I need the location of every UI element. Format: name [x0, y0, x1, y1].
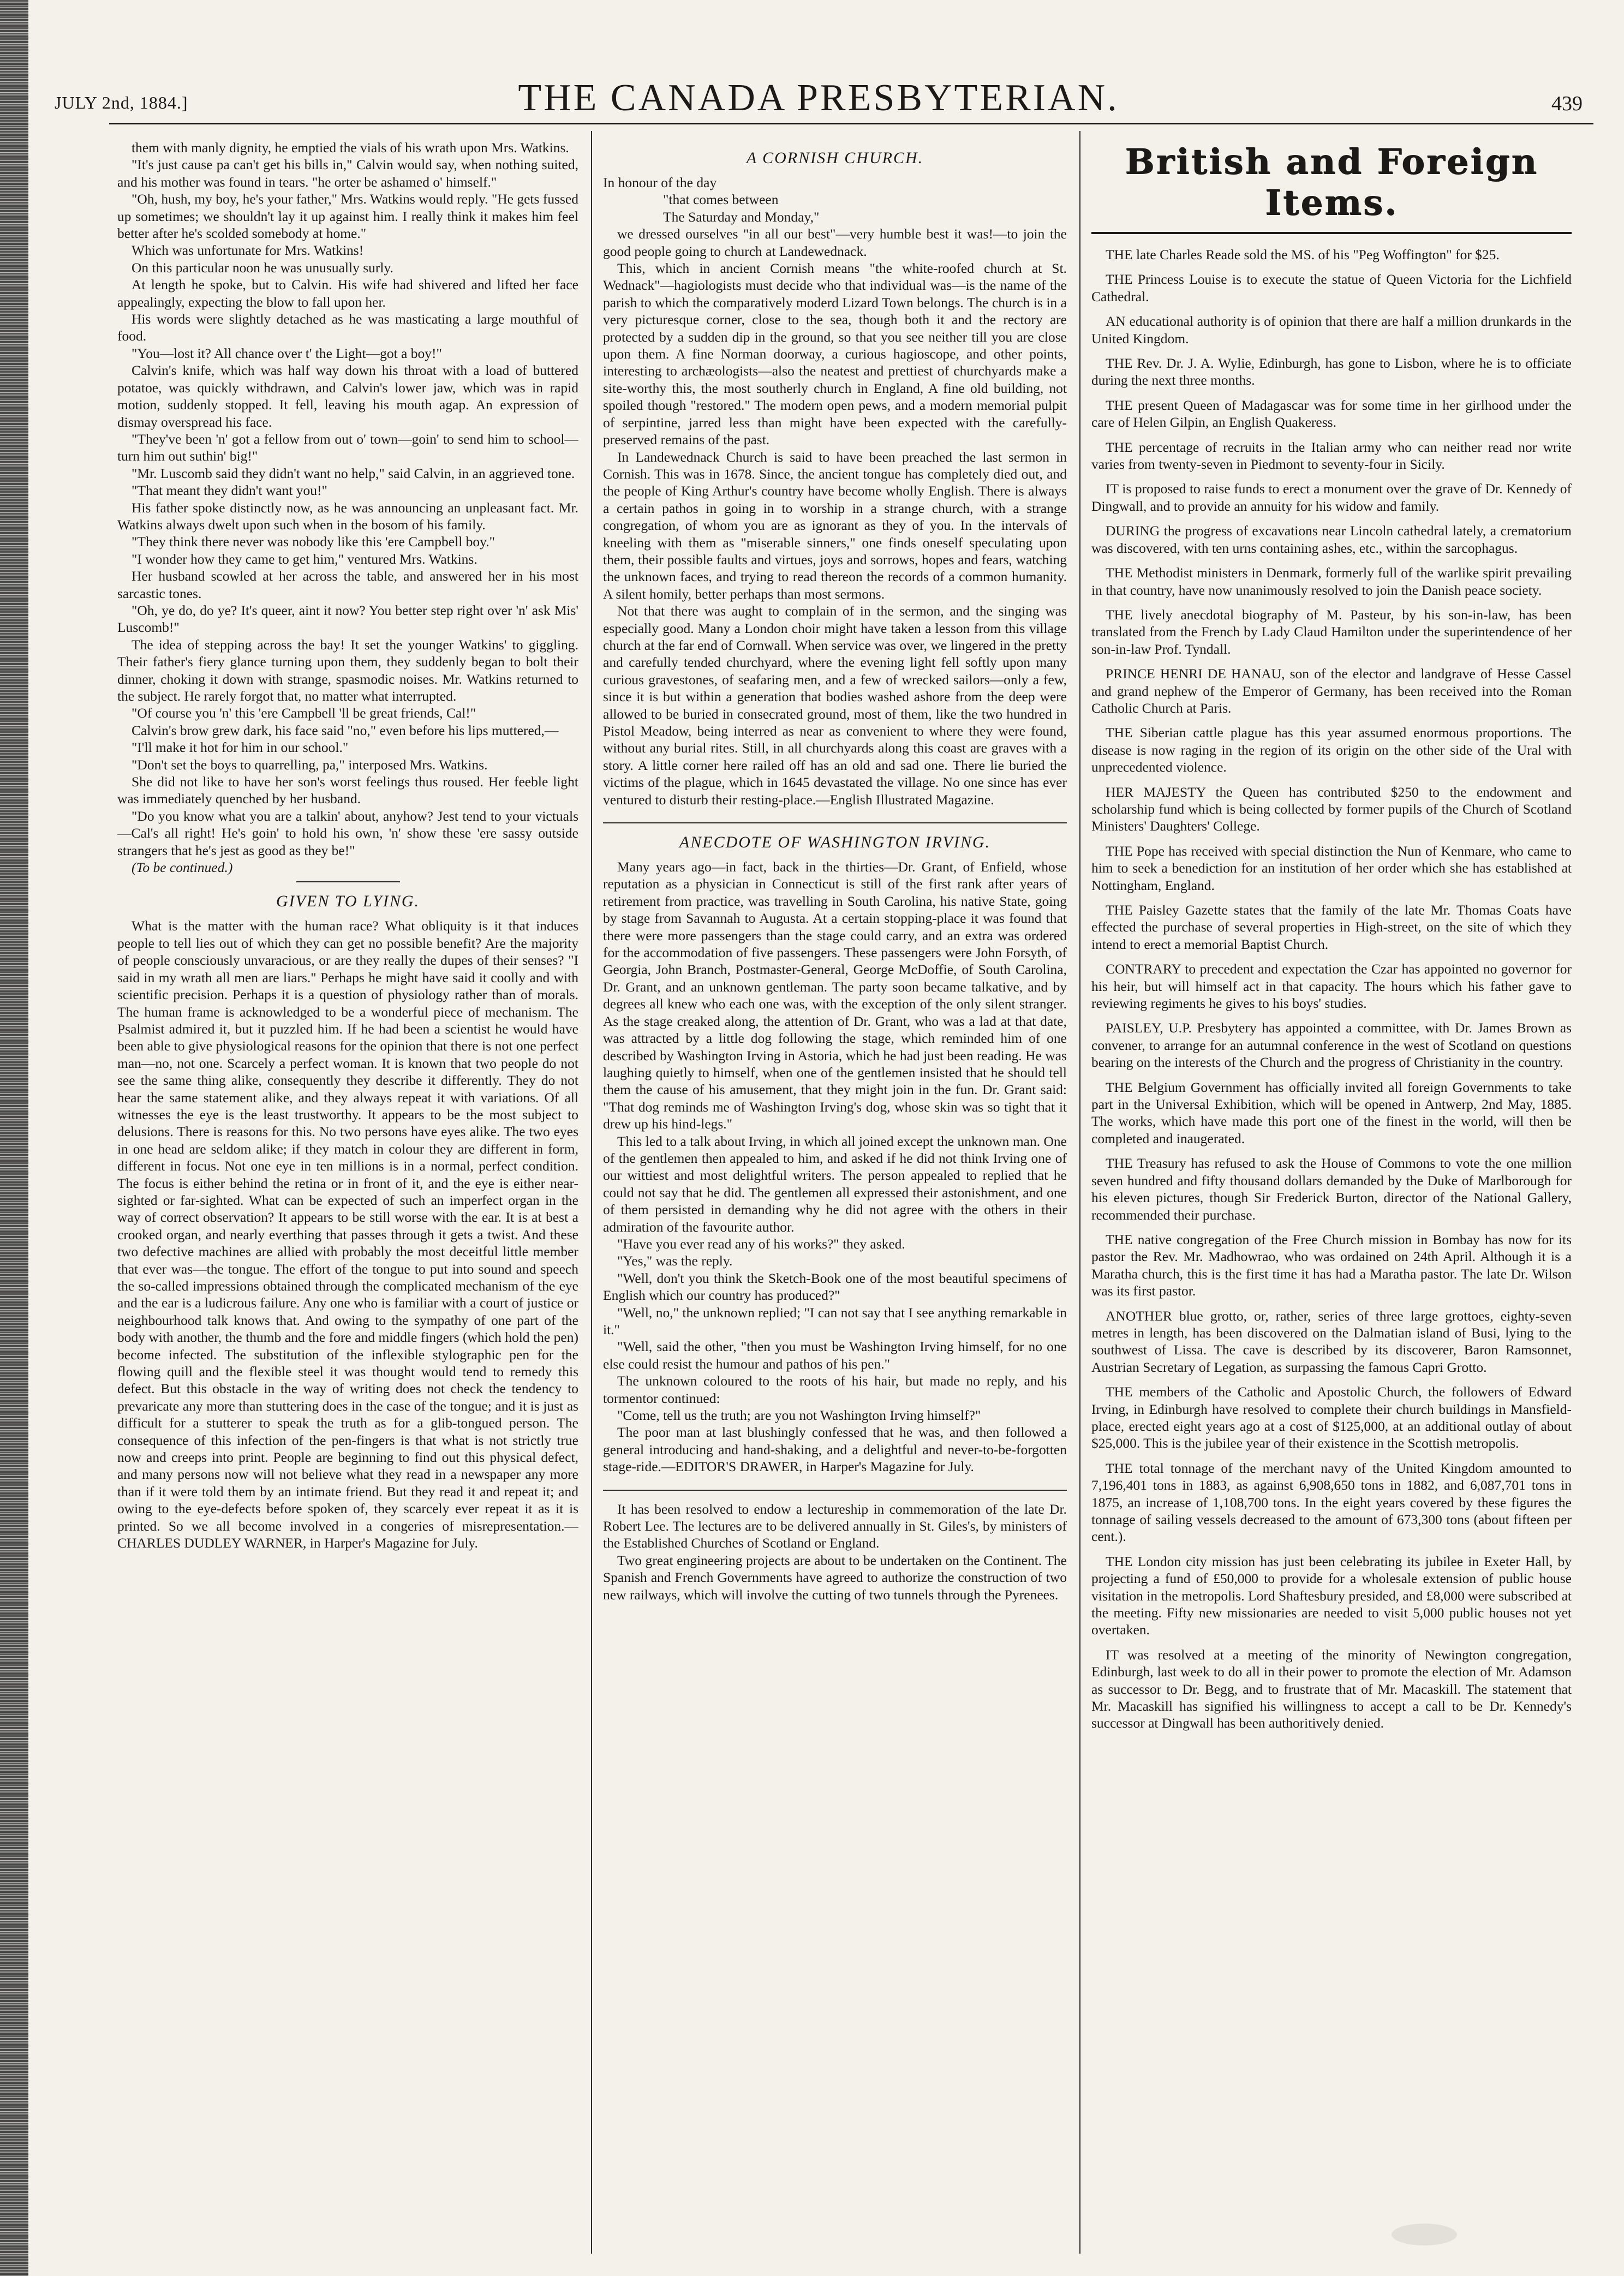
ink-smudge: [1392, 2224, 1457, 2245]
paragraph: On this particular noon he was unusually surly.: [132, 259, 393, 276]
paragraph: His father spoke distinctly now, as he was announcing an unpleasant fact. Mr. Watkins always dwelt upon such when in the bosom of his family.: [117, 499, 578, 533]
verse-line: The Saturday and Monday,": [663, 208, 820, 225]
paragraph: THE Belgium Government has officially invited all foreign Governments to take part in the Universal Exhibition, which will be opened in Antwerp, 2nd May, 1885. The works, which have made this port one of the finest in the world, will then be completed and inaugerated.: [1091, 1079, 1572, 1146]
paragraph: THE Rev. Dr. J. A. Wylie, Edinburgh, has gone to Lisbon, where he is to officiate during the next three months.: [1091, 355, 1572, 389]
paragraph: "I'll make it hot for him in our school.": [132, 739, 349, 756]
paragraph: THE Princess Louise is to execute the statue of Queen Victoria for the Lichfield Cathedral.: [1091, 271, 1572, 304]
paragraph: THE native congregation of the Free Church mission in Bombay has now for its pastor the Rev. Mr. Madhowrao, who was ordained on 24th April. Although it is a Maratha church, this is the first time it has had a Maratha pastor. The late Dr. Wilson was its first pastor.: [1091, 1231, 1572, 1299]
paragraph: PAISLEY, U.P. Presbytery has appointed a committee, with Dr. James Brown as convener, to arrange for an autumnal conference in the west of Scotland on questions bearing on the interests of the Church and the progress of Christianity in the country.: [1091, 1020, 1572, 1071]
paragraph: ANOTHER blue grotto, or, rather, series of three large grottoes, eighty-seven metres in length, has been discovered on the Dalmatian island of Busi, lying to the southwest of Lissa. The cave is described by its discoverer, Baron Ramsonnet, Austrian Secretary of Legation, as surpassing the famous Capri Grotto.: [1091, 1307, 1572, 1375]
verse-line: "that comes between: [663, 192, 779, 208]
paragraph: Her husband scowled at her across the table, and answered her in his most sarcastic tones.: [117, 568, 578, 601]
scan-binding-edge: [0, 0, 28, 2276]
paragraph: THE lively anecdotal biography of M. Pasteur, by his son-in-law, has been translated from the French by Lady Claud Hamilton under the superintendence of her son-in-law Prof. Tyndall.: [1091, 606, 1572, 657]
paragraph: PRINCE HENRI DE HANAU, son of the elector and landgrave of Hesse Cassel and grand nephew of the Emperor of Germany, has been received into the Roman Catholic Church at Paris.: [1091, 666, 1572, 716]
column-3: [1091, 139, 1572, 2256]
paragraph: "Mr. Luscomb said they didn't want no help," said Calvin, in an aggrieved tone.: [132, 465, 575, 481]
paragraph: "Of course you 'n' this 'ere Campbell 'll be great friends, Cal!": [132, 705, 476, 721]
paragraph: Calvin's knife, which was half way down his throat with a load of buttered potatoe, was quickly withdrawn, and Calvin's lower jaw, which was in rapid motion, suddenly stopped. It fell, leaving his mouth agap. An expression of dismay overspread his face.: [117, 362, 578, 430]
paragraph: THE London city mission has just been celebrating its jubilee in Exeter Hall, by projecting a fund of £50,000 to provide for a wholesale extension of public house visitation in the metropolis. Lord Shaftesbury presided, and £8,000 were subscribed at the meeting. Fifty new missionaries are needed to visit 5,000 public houses not yet overtaken.: [1091, 1553, 1572, 1638]
header-rule: [109, 123, 1593, 124]
section-rule: [1091, 232, 1572, 234]
section-rule: [603, 822, 1067, 823]
paragraph: IT is proposed to raise funds to erect a monument over the grave of Dr. Kennedy of Dingwall, and to provide an annuity for his widow and family.: [1091, 481, 1572, 514]
paragraph: DURING the progress of excavations near Lincoln cathedral lately, a crematorium was discovered, with ten urns containing ashes, etc., within the sarcophagus.: [1091, 523, 1572, 556]
article-given-to-lying: [117, 917, 578, 1551]
paragraph: "Have you ever read any of his works?" they asked.: [617, 1235, 905, 1252]
paragraph: "Oh, hush, my boy, he's your father," Mrs. Watkins would reply. "He gets fussed up sometimes; we shouldn't lay it up against him. I really think it makes him feel better after he's scolded somebody at home.": [117, 191, 578, 242]
article-heading-washington-irving: ANECDOTE OF WASHINGTON IRVING.: [679, 833, 991, 852]
paragraph: THE Treasury has refused to ask the House of Commons to vote the one million seven hundred and fifty thousand dollars demanded by the Duke of Marlborough for his eleven pictures, though Sir Frederick Burton, director of the National Gallery, recommended their purchase.: [1091, 1155, 1572, 1223]
paragraph: IT was resolved at a meeting of the minority of Newington congregation, Edinburgh, last week to do all in their power to promote the election of Mr. Adamson as successor to Dr. Begg, and to frustrate that of Mr. Macaskill. The statement that Mr. Macaskill has signified his willingness to accept a call to be Dr. Kennedy's successor at Dingwall has been authoritively denied.: [1091, 1646, 1572, 1731]
paragraph: THE percentage of recruits in the Italian army who can neither read nor write varies from twenty-seven in Piedmont to seventy-four in Sicily.: [1091, 439, 1572, 473]
british-foreign-heading: British and Foreign Items.: [1125, 141, 1538, 223]
paragraph: "You—lost it? All chance over t' the Light—got a boy!": [132, 345, 442, 361]
paragraph: "Well, don't you think the Sketch-Book one of the most beautiful specimens of English which our country has produced?": [603, 1270, 1067, 1304]
page-number: 439: [1551, 92, 1583, 115]
paragraph: THE Methodist ministers in Denmark, formerly full of the warlike spirit prevailing in that country, have now unanimously resolved to join the Danish peace society.: [1091, 565, 1572, 598]
newspaper-title: THE CANADA PRESBYTERIAN.: [518, 77, 1119, 119]
section-rule: [603, 1490, 1067, 1491]
paragraph: The unknown coloured to the roots of his hair, but made no reply, and his tormentor continued:: [603, 1373, 1067, 1406]
masthead: [44, 71, 1593, 120]
paragraph: Not that there was aught to complain of in the sermon, and the singing was especially good. Many a London choir might have taken a lesson from this village church at the far end of Cornwall. When service was over, we lingered in the pretty and carefully tended churchyard, where the evening light fell softly upon many curious gravestones, of seafaring men, and a few of wrecked sailors—only a few, since it is but within a generation that bodies washed ashore from the deep were allowed to be buried in consecrated ground, most of them, like the two hundred in Pistol Meadow, being interred as near as convenient to where they were found, without any burial rites. Still, in all churchyards along this coast are graves with a story. A little corner here railed off has an old and sad one. There lie buried the victims of the plague, which in 1645 devastated the village. No one since has ever ventured to disturb their resting-place.—English Illustrated Magazine.: [603, 603, 1067, 808]
to-be-continued: (To be continued.): [132, 859, 233, 876]
section-rule: [296, 881, 400, 882]
article-heading-cornish-church: A CORNISH CHURCH.: [746, 149, 924, 167]
cornish-intro: In honour of the day: [603, 175, 717, 190]
column-divider: [1079, 131, 1080, 2254]
paragraph: AN educational authority is of opinion that there are half a million drunkards in the United Kingdom.: [1091, 313, 1572, 347]
paragraph: THE Paisley Gazette states that the family of the late Mr. Thomas Coats have effected the purchase of several properties in High-street, on the site of which they intend to erect a memorial Baptist Church.: [1091, 902, 1572, 952]
column-divider: [591, 131, 592, 2254]
paragraph: "Come, tell us the truth; are you not Washington Irving himself?": [617, 1407, 981, 1424]
paragraph: "Do you know what you are a talkin' about, anyhow? Jest tend to your victuals—Cal's all right! He's goin' to hold his own, 'n' show these 'ere sassy outside strangers that he's jest as good as they be!": [117, 808, 578, 858]
paragraph: we dressed ourselves "in all our best"—very humble best it was!—to join the good people going to church at Landewednack.: [603, 226, 1067, 259]
paragraph: "I wonder how they came to get him," ventured Mrs. Watkins.: [132, 551, 477, 567]
news-paragraphs: [603, 1501, 1067, 1603]
news-items-list: [1091, 246, 1572, 1732]
paragraph: "Oh, ye do, do ye? It's queer, aint it now? You better step right over 'n' ask Mis' Luscomb!": [117, 602, 578, 636]
column-1: [117, 139, 578, 2256]
paragraph: "They think there never was nobody like this 'ere Campbell boy.": [132, 534, 495, 550]
paragraph: This led to a talk about Irving, in which all joined except the unknown man. One of the gentlemen then appealed to him, and asked if he did not think Irving one of our wittiest and most delightful writers. The person appealed to replied that he could not say that he did. The gentlemen all expressed their astonishment, and one of them persisted in demanding why he did not agree with the others in their admiration of the favourite author.: [603, 1133, 1067, 1235]
paragraph: The idea of stepping across the bay! It set the younger Watkins' to giggling. Their father's fiery glance turning upon them, they suddenly began to bolt their dinner, choking it down with strange, spasmodic noises. Mr. Watkins returned to the subject. He rarely forgot that, no matter what interrupted.: [117, 636, 578, 704]
paragraph: In Landewednack Church is said to have been preached the last sermon in Cornish. This was in 1678. Since, the ancient tongue has completely died out, and the people of King Arthur's country have become wholly English. There is always a certain pathos in going in to worship in a strange church, with a strange congregation, of whom you are as ignorant as they of you. In the intervals of kneeling with them as "miserable sinners," one finds oneself speculating upon them, their possible faults and virtues, joys and sorrows, hopes and fears, watching the unknown faces, and trying to read thereon the records of a common humanity. A silent homily, better perhaps than most sermons.: [603, 449, 1067, 602]
paragraph: Which was unfortunate for Mrs. Watkins!: [132, 242, 364, 259]
paragraph: THE Pope has received with special distinction the Nun of Kenmare, who came to him to seek a benediction for an institution of her order which she has established at Nottingham, England.: [1091, 843, 1572, 893]
paragraph: THE Siberian cattle plague has this year assumed enormous proportions. The disease is now raging in the region of its origin on the other side of the Ural with unprecedented violence.: [1091, 725, 1572, 775]
story-continuation: [117, 139, 578, 859]
paragraph: "Well, said the other, "then you must be Washington Irving himself, for no one else could resist the humour and pathos of his pen.": [603, 1339, 1067, 1372]
paragraph: them with manly dignity, he emptied the vials of his wrath upon Mrs. Watkins.: [132, 140, 569, 156]
article-cornish-church: [603, 225, 1067, 808]
paragraph: She did not like to have her son's worst feelings thus roused. Her feeble light was immediately quenched by her husband.: [117, 774, 578, 807]
article-washington-irving: [603, 858, 1067, 1475]
paragraph: HER MAJESTY the Queen has contributed $250 to the endowment and scholarship fund which is being collected by former pupils of the Church of Scotland Ministers' Daughters' College.: [1091, 784, 1572, 834]
paragraph: At length he spoke, but to Calvin. His wife had shivered and lifted her face appealingly, expecting the blow to fall upon her.: [117, 277, 578, 310]
paragraph: "Yes," was the reply.: [617, 1253, 733, 1269]
paragraph: CONTRARY to precedent and expectation the Czar has appointed no governor for his heir, but will himself act in that capacity. The hours which his father gave to reviewing regiments he gives to his boys' studies.: [1091, 961, 1572, 1012]
paragraph: It has been resolved to endow a lectureship in commemoration of the late Dr. Robert Lee. The lectures are to be delivered annually in St. Giles's, by ministers of the Established Churches of Scotland or England.: [603, 1501, 1067, 1551]
paragraph: Many years ago—in fact, back in the thirties—Dr. Grant, of Enfield, whose reputation as a physician in Connecticut is still of the first rank after years of retirement from practice, was travelling in South Carolina, his native State, going by stage from Savannah to Augusta. At a certain stopping-place it was found that there were more passengers than the stage could carry, and an extra was ordered for the accommodation of five passengers. These passengers were John Forsyth, of Georgia, John Branch, Postmaster-General, George McDoffie, of South Carolina, Dr. Grant, and an unknown gentleman. The party soon became talkative, and by degrees all knew who each one was, with the exception of the only silent stranger. As the stage creaked along, the attention of Dr. Grant, who was a lad at that date, was attracted by a little dog following the stage, which reminded him of one described by Washington Irving in Astoria, which he had just been reading. He was laughing quietly to himself, when one of the gentlemen insisted that he should tell them the cause of his amusement, that they might join in the fun. Dr. Grant said: "That dog reminds me of Washington Irving's dog, whose skin was so tight that it drew up his hind-legs.": [603, 859, 1067, 1132]
issue-date: JULY 2nd, 1884.]: [55, 93, 188, 112]
paragraph: What is the matter with the human race? What obliquity is it that induces people to tell lies out of which they can get no possible benefit? Are the majority of people consciously unvaracious, or are they really the dupes of their senses? "I said in my wrath all men are liars." Perhaps he might have said it coolly and with scientific precision. Perhaps it is a question of physiology rather than of morals. The human frame is acknowledged to be a wonderful piece of mechanism. The Psalmist admired it, but it puzzled him. If he had been a scientist he would have been able to give physiological reasons for the opinion that there is not one perfect man—no, not one. Scarcely a perfect woman. It is known that two people do not see the same thing alike, consequently they describe it differently. They do not hear the same statement alike, and they always repeat it with variations. Of all witnesses the eye is the least trustworthy. It appears to be the most subject to delusions. There is reasons for this. No two persons have eyes alike. The two eyes in one head are seldom alike; if they match in colour they are different in form, different in focus. Not one eye in ten millions is in a normal, perfect condition. The focus is either behind the retina or in front of it, and the eye is either near-sighted or far-sighted. What can be expected of such an imperfect organ in the way of correct observation? It appears to be still worse with the ear. It is at best a crooked organ, and nearly everthing that passes through it gets a twist. And these two defective machines are allied with probably the most deceitful little member that ever was—the tongue. The effort of the tongue to put into sound and speech the so-called impressions obtained through the complicated mechanism of the eye and the ear is a ludicrous failure. Any one who is familiar with a court of justice or neighbourhood talk knows that. And owing to the sympathy of one part of the body with another, the thumb and the fore and middle fingers (which hold the pen) become infected. The substitution of the inflexible stylographic pen for the flowing quill and the flexible steel it was thought would tend to remedy this defect. But this obstacle in the way of writing does not check the tendency to prevaricate any more than stuttering does in the case of the tongue; and it is just as difficult for a stutterer to speak the truth as for a glib-tongued person. The consequence of this infection of the pen-fingers is that what is not strictly true now and creeps into print. People are beginning to find out this physical defect, and many persons now will not believe what they read in a newspaper any more than if it were told them by an intimate friend. But they read it and repeat it; and owing to the eye-defects before spoken of, they scarcely ever repeat it as it is printed. So we all become involved in a congeries of misrepresentation.—CHARLES DUDLEY WARNER, in Harper's Magazine for July.: [117, 918, 578, 1551]
paragraph: This, which in ancient Cornish means "the white-roofed church at St. Wednack"—hagiologists must decide who that individual was—is the name of the parish to which the comparatively moderd Lizard Town belongs. The church is in a very picturesque corner, close to the sea, though both it and the rectory are protected by a sudden dip in the ground, so that you see neither till you are close upon them. A fine Norman doorway, a curious hagioscope, and other points, interesting to archæologists—also the neatest and prettiest of churchyards make a site-worthy this, the most southerly church in England, A fine old building, not spoiled though "restored." The modern open pews, and a modern memorial pulpit of serpintine, jarred less than might have been expected with the carefully-preserved remains of the past.: [603, 260, 1067, 448]
paragraph: Two great engineering projects are about to be undertaken on the Continent. The Spanish and French Governments have agreed to authorize the construction of two new railways, which will involve the cutting of two tunnels through the Pyrenees.: [603, 1552, 1067, 1603]
paragraph: THE members of the Catholic and Apostolic Church, the followers of Edward Irving, in Edinburgh have resolved to complete their church buildings in Mansfield-place, erected eight years ago at a cost of $125,000, at an additional outlay of about $25,000. This is the jubilee year of their existence in the Scottish metropolis.: [1091, 1384, 1572, 1451]
paragraph: "Well, no," the unknown replied; "I can not say that I see anything remarkable in it.": [603, 1304, 1067, 1337]
paragraph: THE present Queen of Madagascar was for some time in her girlhood under the care of Helen Gilpin, an English Quakeress.: [1091, 397, 1572, 431]
paragraph: "It's just cause pa can't get his bills in," Calvin would say, when nothing suited, and his mother was found in tears. "he orter be ashamed o' himself.": [117, 157, 578, 190]
paragraph: THE late Charles Reade sold the MS. of his "Peg Woffington" for $25.: [1106, 247, 1500, 262]
article-heading-given-to-lying: GIVEN TO LYING.: [276, 892, 420, 911]
paragraph: THE total tonnage of the merchant navy of the United Kingdom amounted to 7,196,401 tons in 1883, as against 6,908,650 tons in 1882, and 6,087,701 tons in 1875, an increase of 1,108,700 tons. In the eight years covered by these figures the tonnage of sailing vessels decreased to the amount of 673,300 tons (about fifteen per cent.).: [1091, 1460, 1572, 1545]
paragraph: "That meant they didn't want you!": [132, 482, 327, 499]
paragraph: "Don't set the boys to quarrelling, pa," interposed Mrs. Watkins.: [132, 756, 488, 773]
paragraph: The poor man at last blushingly confessed that he was, and then followed a general introducing and hand-shaking, and a delightful and never-to-be-forgotten stage-ride.—EDITOR'S DRAWER, in Harper's Magazine for July.: [603, 1424, 1067, 1475]
paragraph: His words were slightly detached as he was masticating a large mouthful of food.: [117, 311, 578, 344]
paragraph: "They've been 'n' got a fellow from out o' town—goin' to send him to school—turn him out suthin' big!": [117, 431, 578, 464]
column-2: [603, 139, 1067, 2256]
paragraph: Calvin's brow grew dark, his face said "no," even before his lips muttered,—: [132, 722, 559, 738]
